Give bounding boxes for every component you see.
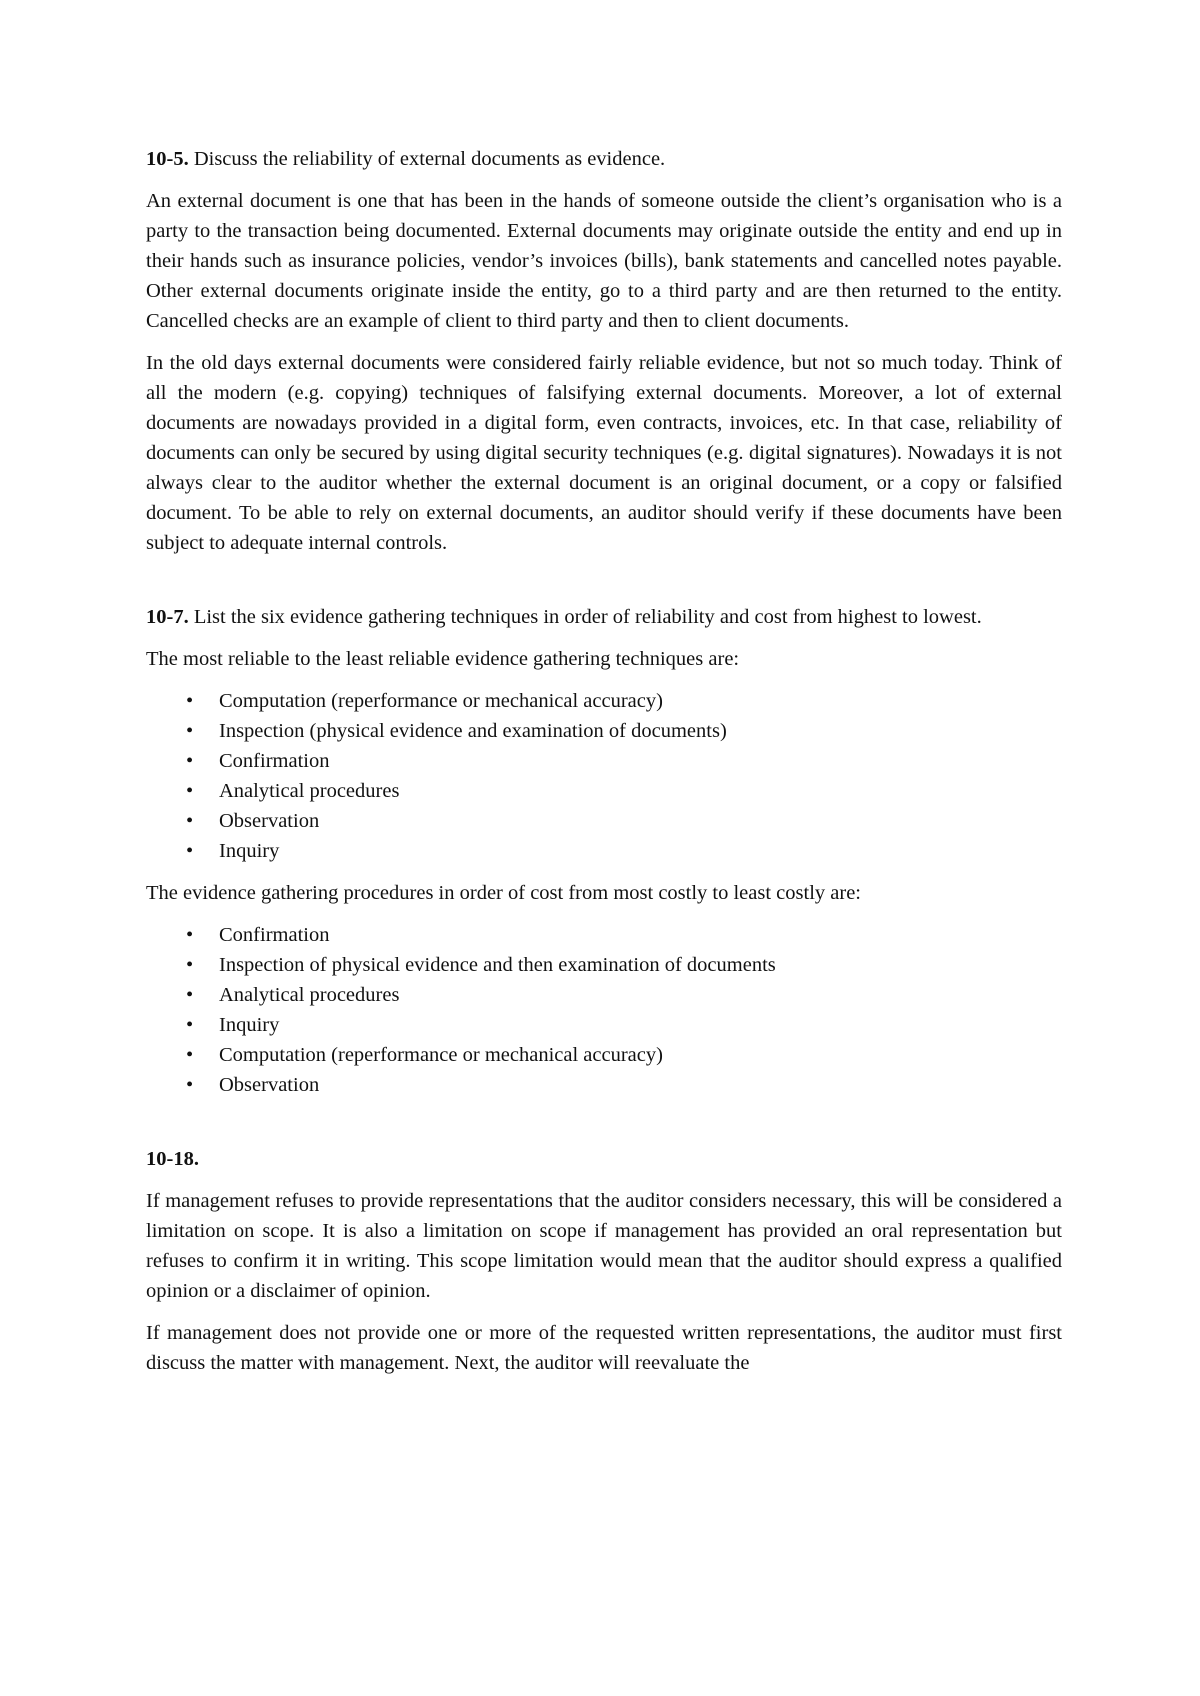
answer-paragraph: In the old days external documents were considered fairly reliable evidence, but not so much today. Think of all the modern (e.g. copying) techniques of falsifying external documents. Moreover, a lot of external documents are nowadays provided in a digital form, even contracts, invoices, etc. In that case, reliability of documents can only be secured by using digital security techniques (e.g. digital signatures). Nowadays it is not always clear to the auditor whether the external document is an original document, or a copy or falsified document. To be able to rely on external documents, an auditor should verify if these documents have been subject to adequate internal controls. xyxy=(146,352,1062,554)
bullet-icon: • xyxy=(186,1074,194,1096)
bullet-icon: • xyxy=(186,810,194,832)
bullet-icon: • xyxy=(186,780,194,802)
bullet-icon: • xyxy=(186,1014,194,1036)
bullet-icon: • xyxy=(186,690,194,712)
list-item: • Confirmation xyxy=(146,920,1062,950)
list-item: • Computation (reperformance or mechanical accuracy) xyxy=(146,686,1062,716)
list-item: • Inquiry xyxy=(146,836,1062,866)
document-page xyxy=(146,144,1062,1390)
question-number: 10-18. xyxy=(146,1148,199,1170)
question-10-5 xyxy=(146,144,1062,174)
bullet-icon: • xyxy=(186,924,194,946)
bullet-icon: • xyxy=(186,984,194,1006)
list-item: • Observation xyxy=(146,1070,1062,1100)
list-item: • Inspection (physical evidence and examination of documents) xyxy=(146,716,1062,746)
list-item: • Inquiry xyxy=(146,1010,1062,1040)
bullet-icon: • xyxy=(186,720,194,742)
list-item: • Inspection of physical evidence and then examination of documents xyxy=(146,950,1062,980)
bullet-icon: • xyxy=(186,954,194,976)
question-10-18 xyxy=(146,1144,1062,1174)
reliability-list xyxy=(146,686,1062,866)
question-text: Discuss the reliability of external documents as evidence. xyxy=(188,148,666,170)
bullet-icon: • xyxy=(186,1044,194,1066)
section-spacer xyxy=(146,570,1062,602)
list-item: • Analytical procedures xyxy=(146,776,1062,806)
answer-paragraph: If management does not provide one or more of the requested written representations, the auditor must first discuss the matter with management. Next, the auditor will reevaluate the xyxy=(146,1322,1062,1374)
list-item: • Computation (reperformance or mechanical accuracy) xyxy=(146,1040,1062,1070)
question-number: 10-5. xyxy=(146,148,189,170)
question-10-7 xyxy=(146,602,1062,632)
bullet-icon: • xyxy=(186,840,194,862)
list-item: • Confirmation xyxy=(146,746,1062,776)
question-text: List the six evidence gathering techniques in order of reliability and cost from highest to lowest. xyxy=(188,606,982,628)
list-item: • Analytical procedures xyxy=(146,980,1062,1010)
list-item: • Observation xyxy=(146,806,1062,836)
question-number: 10-7. xyxy=(146,606,189,628)
answer-paragraph: If management refuses to provide representations that the auditor considers necessary, this will be considered a limitation on scope. It is also a limitation on scope if management has provided an oral representation but refuses to confirm it in writing. This scope limitation would mean that the auditor should express a qualified opinion or a disclaimer of opinion. xyxy=(146,1190,1062,1302)
cost-list xyxy=(146,920,1062,1100)
section-spacer xyxy=(146,1112,1062,1144)
answer-paragraph: An external document is one that has been in the hands of someone outside the client’s organisation who is a party to the transaction being documented. External documents may originate outside the entity and end up in their hands such as insurance policies, vendor’s invoices (bills), bank statements and cancelled notes payable. Other external documents originate inside the entity, go to a third party and are then returned to the entity. Cancelled checks are an example of client to third party and then to client documents. xyxy=(146,190,1062,332)
reliability-intro: The most reliable to the least reliable evidence gathering techniques are: xyxy=(146,648,740,670)
cost-intro: The evidence gathering procedures in order of cost from most costly to least costly are: xyxy=(146,882,861,904)
bullet-icon: • xyxy=(186,750,194,772)
